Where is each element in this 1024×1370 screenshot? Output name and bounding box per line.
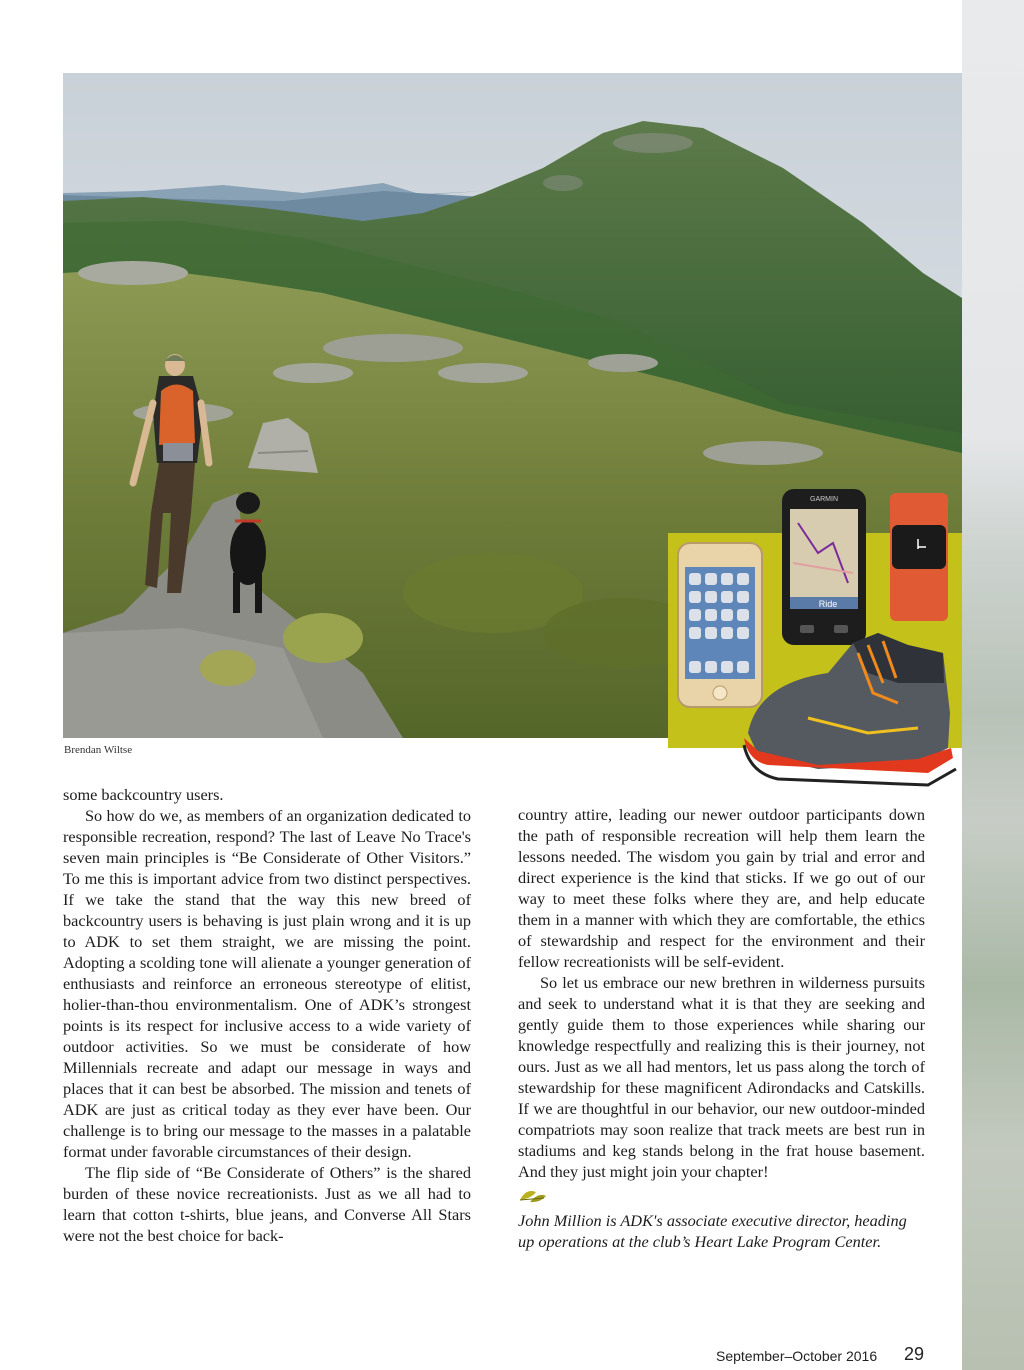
fitness-watch-icon — [890, 493, 948, 621]
article-column-left — [63, 784, 471, 1246]
article-paragraph: So let us embrace our new brethren in wilderness pursuits and seek to understand what it is that they are seeking and gently guide them to those experiences while sharing our knowledge respectfully and realizing this is their journey, not ours. Just as we all had mentors, let us pass along the torch of stewardship for these magnificent Adirondacks and Catskills. If we are thoughtful in our behavior, our new outdoor-minded compatriots may soon realize that track meets are best run in stadiums and keg stands belong in the frat house basement. And they just might join your chapter! — [518, 973, 925, 1181]
background-mountain-strip — [962, 0, 1024, 1370]
article-paragraph: So how do we, as members of an organization dedicated to responsible recreation, respond? The last of Leave No Trace's seven main principles is “Be Considerate of Other Visitors.” To me this is important advice from two distinct perspectives. If we take the stand that the way this new breed of backcountry users is behaving is just plain wrong and it is up to ADK to set them straight, we are missing the point. Adopting a scolding tone will alienate a younger generation of enthusiasts and reinforce an erroneous stereotype of elitist, holier-than-thou environmentalism. One of ADK’s strongest points is its respect for inclusive access to a wide variety of outdoor activities. So we must be considerate of how Millennials recreate and adapt our message in ways and places that it can best be absorbed. The mission and tenets of ADK are just as critical today as they ever have been. Our challenge is to bring our message to the masses in a palatable format under favorable circumstances of their design. — [63, 806, 471, 1161]
smartphone-icon — [678, 543, 762, 707]
article-paragraph: The flip side of “Be Considerate of Others” is the shared burden of these novice recreationists. Just as we all had to learn that cotton t-shirts, blue jeans, and Converse All Stars were not the best choice for back- — [63, 1163, 471, 1245]
article-paragraph: country attire, leading our newer outdoor participants down the path of responsible recreation will help them learn the lessons needed. The wisdom you gain by trial and error and direct experience is the kind that sticks. If we go out of our way to meet these folks where they are, and help educate them in a manner with which they are comfortable, the ethics of stewardship and respect for the environment and their fellow recreationists will be self-evident. — [518, 805, 925, 971]
gps-device-icon — [782, 489, 866, 645]
photo-credit: Brendan Wiltse — [64, 744, 133, 756]
page-number: 29 — [904, 1344, 925, 1364]
article-paragraph: some backcountry users. — [63, 785, 224, 804]
leaf-icon — [518, 1186, 548, 1206]
article-column-right — [518, 804, 925, 1252]
author-bio: John Million is ADK's associate executive director, heading up operations at the club’s Heart Lake Program Center. — [518, 1211, 907, 1251]
gear-inset — [668, 496, 962, 787]
svg-text:GARMIN: GARMIN — [810, 496, 838, 503]
svg-text:Ride: Ride — [818, 599, 838, 609]
issue-date: September–October 2016 — [716, 1348, 878, 1364]
